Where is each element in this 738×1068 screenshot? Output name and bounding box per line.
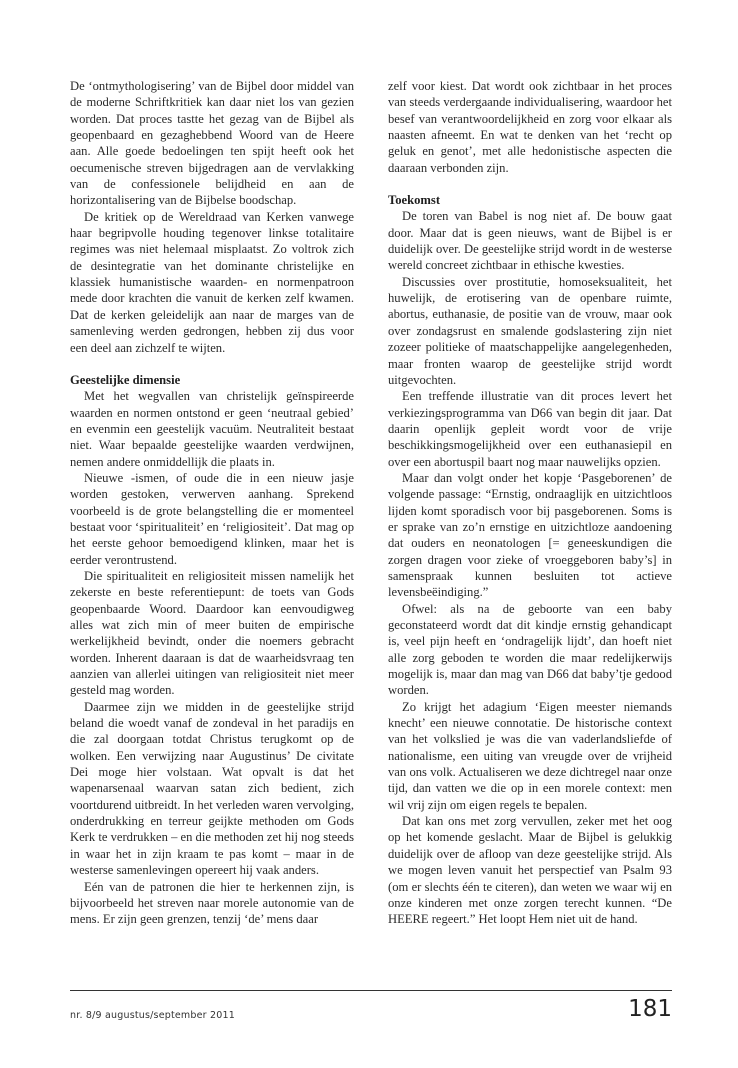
paragraph: Discussies over prostitutie, homoseksualiteit, het huwelijk, de erotisering van de openbare ruimte, abortus, euthanasie, de positie van de vrouw, maar ook over zondagsrust en smalende godslastering zijn niet zozeer politieke of maatschappelijke aangelegenheden, maar fronten waarop de geestelijke strijd wordt uitgevochten.	[388, 274, 672, 387]
section-heading: Toekomst	[388, 193, 441, 208]
issue-info: nr. 8/9 augustus/september 2011	[70, 1010, 235, 1021]
paragraph: Nieuwe -ismen, of oude die in een nieuw jasje worden gestoken, verwerven aanhang. Sprekend voorbeeld is de grote belangstelling die er momenteel bestaat voor ‘spiritualiteit’ en ‘religiositeit’. Dat mag op het eerste gehoor bemoedigend klinken, maar het is eerder verontrustend.	[70, 470, 354, 567]
paragraph: Met het wegvallen van christelijk geïnspireerde waarden en normen ontstond er geen ‘neutraal gebied’ en evenmin een geestelijk vacuüm. Neutraliteit bestaat niet. Waar bepaalde geestelijke waarden verdwijnen, nemen andere onmiddellijk die plaats in.	[70, 389, 354, 469]
paragraph: Daarmee zijn we midden in de geestelijke strijd beland die woedt vanaf de zondeval in het paradijs en die zal doorgaan totdat Christus terugkomt op de wolken. Een verwijzing naar Augustinus’ De civitate Dei moge hier volstaan. Wat opvalt is dat het wapenarsenaal waarvan satan zich bedient, zich voortdurend uitbreidt. In het verleden waren vervolging, onderdrukking en terreur geijkte methoden om Gods Kerk te verdrukken – en die methoden zet hij nog steeds in waar het in zijn kraam te pas komt – maar in de westerse samenlevingen opereert hij vaak anders.	[70, 699, 354, 878]
paragraph: De toren van Babel is nog niet af. De bouw gaat door. Maar dat is geen nieuws, want de Bijbel is er duidelijk over. De geestelijke strijd wordt in de westerse wereld concreet zichtbaar in ethische kwesties.	[388, 209, 672, 273]
paragraph: zelf voor kiest. Dat wordt ook zichtbaar in het proces van steeds verdergaande individualisering, waardoor het besef van verantwoordelijkheid en zorg voor elkaar als naasten afneemt. En wat te denken van het ‘recht op geluk en genot’, met alle hedonistische aspecten die daaraan verbonden zijn.	[388, 79, 672, 175]
paragraph: Maar dan volgt onder het kopje ‘Pasgeborenen’ de volgende passage: “Ernstig, ondraaglijk en uitzichtloos lijden komt sporadisch voor bij pasgeborenen. Soms is er sprake van zo’n ernstige en uitzichtloze aandoening dat ouders en neonatologen [= geneeskundigen die zorgen dragen voor zieke of vroeggeboren baby’s] in samenspraak kunnen besluiten tot actieve levensbeëindiging.”	[388, 470, 672, 600]
paragraph: Een treffende illustratie van dit proces levert het verkiezingsprogramma van D66 van begin dit jaar. Dat daarin openlijk gepleit wordt voor de vrije beschikkingsmogelijkheid over een euthanasiepil en over een abortuspil baart nog maar nauwelijks opzien.	[388, 389, 672, 469]
paragraph: Zo krijgt het adagium ‘Eigen meester niemands knecht’ een nieuwe connotatie. De historische context van het volkslied je was die van vaderlandsliefde of nationalisme, een uiting van vreugde over de vrijheid van ons volk. Actualiseren we deze dichtregel naar onze tijd, dan vatten we die op in een morele context: men wil vrij zijn om eigen regels te bepalen.	[388, 699, 672, 812]
paragraph: De ‘ontmythologisering’ van de Bijbel door middel van de moderne Schriftkritiek kan daar niet los van gezien worden. Dat proces tastte het gezag van de Bijbel als geopenbaard en gezaghebbend Woord van de Heere aan. Alle goede bedoelingen ten spijt heeft ook het oecumenische streven bijgedragen aan de vervlakking van de confessionele belijdheid en aan de horizontalisering van de Bijbelse boodschap.	[70, 79, 354, 208]
paragraph: Ofwel: als na de geboorte van een baby geconstateerd wordt dat dit kindje ernstig gehandicapt is, veel pijn heeft en ‘ondragelijk lijdt’, dan hoeft niet alle zorg geboden te worden die maar redelijkerwijs mogelijk is, maar dan mag van D66 dat baby’tje gedood worden.	[388, 601, 672, 698]
right-column	[388, 78, 672, 928]
left-column	[70, 78, 354, 928]
page-number: 181	[628, 996, 672, 1022]
footer-rule	[70, 990, 672, 991]
paragraph: Dat kan ons met zorg vervullen, zeker met het oog op het komende geslacht. Maar de Bijbel is gelukkig duidelijk over de afloop van deze geestelijke strijd. Als we mogen leven vanuit het perspectief van Psalm 93 (om er slechts één te citeren), dan weten we waar wij en onze kinderen met onze zorgen terecht kunnen. “De HEERE regeert.” Het loopt Hem niet uit de hand.	[388, 814, 672, 927]
paragraph: Eén van de patronen die hier te herkennen zijn, is bijvoorbeeld het streven naar morele autonomie van de mens. Er zijn geen grenzen, tenzij ‘de’ mens daar	[70, 879, 354, 927]
paragraph: De kritiek op de Wereldraad van Kerken vanwege haar begripvolle houding tegenover linkse totalitaire regimes was niet helemaal misplaatst. Zo voltrok zich de desintegratie van het dominante christelijke en klassiek humanistische waarden- en normenpatroon mede door krachten die vanuit de kerken zelf kwamen. Dat de kerken geleidelijk aan naar de marges van de samenleving werden gedrongen, hebben zij dus voor een deel aan zichzelf te wijten.	[70, 209, 354, 355]
paragraph: Die spiritualiteit en religiositeit missen namelijk het zekerste en beste referentiepunt: de toets van Gods geopenbaarde Woord. Daardoor kan eenvoudigweg alles wat zich min of meer buiten de empirische werkelijkheid bevindt, onder die noemers gebracht worden. Inherent daaraan is dat de waarheidsvraag ten aanzien van allerlei uitingen van religiositeit niet meer gesteld mag worden.	[70, 568, 354, 698]
section-heading: Geestelijke dimensie	[70, 372, 181, 387]
